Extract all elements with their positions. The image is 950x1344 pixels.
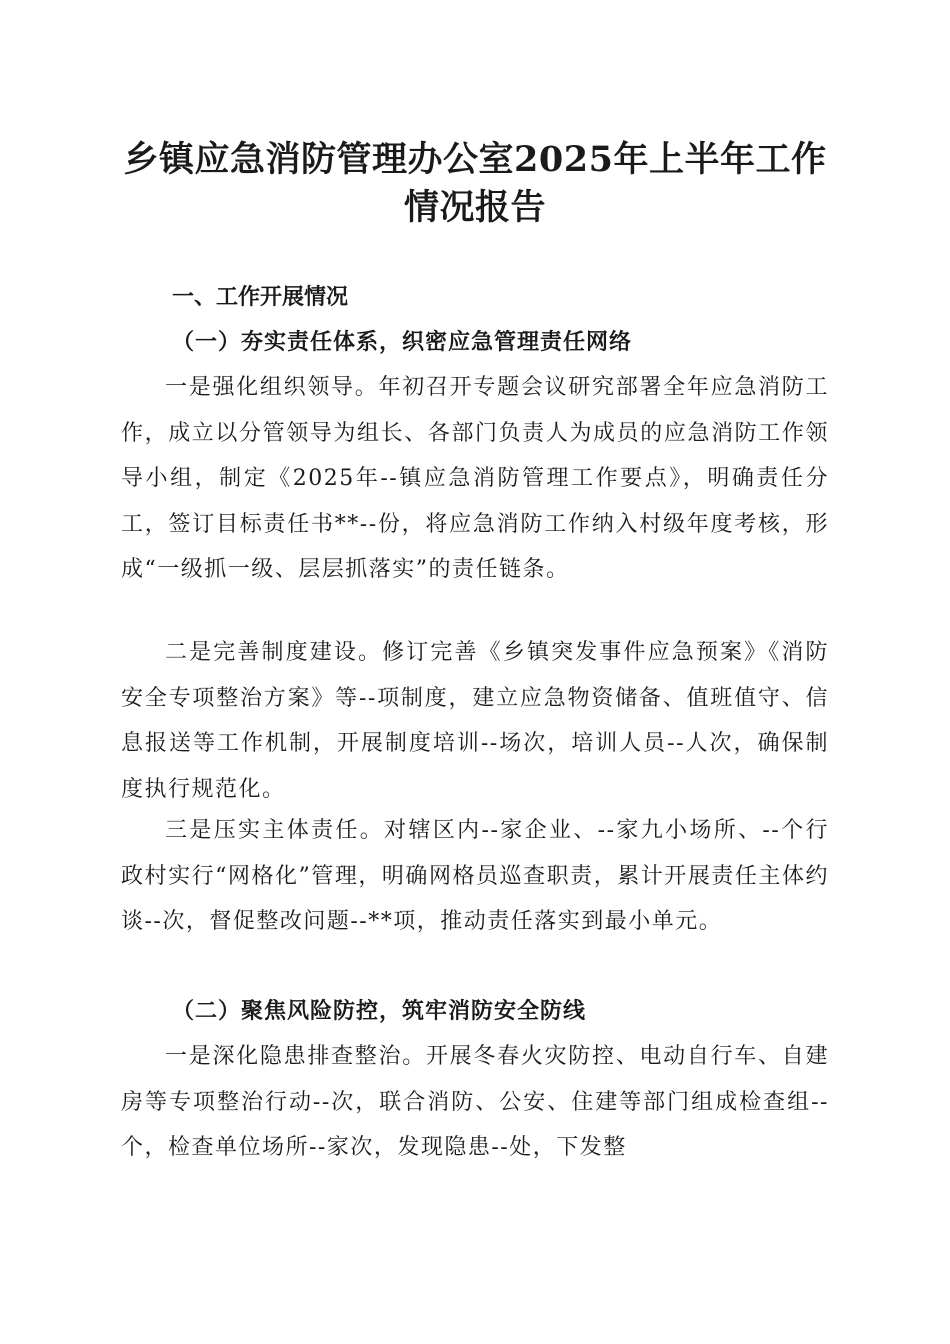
paragraph-lead: 一是深化隐患排查整治。 (165, 1044, 426, 1069)
paragraph-lead: 一是强化组织领导。 (165, 375, 379, 400)
paragraph-body: 开展冬春火灾防控、电动自行车、自建房等专项整治行动--次，联合消防、公安、住建等部门组成检查组--个，检查单位场所--家次，发现隐患--处，下发整 (121, 1044, 829, 1160)
paragraph-main-responsibility (121, 808, 829, 945)
paragraph-body: 修订完善《乡镇突发事件应急预案》《消防安全专项整治方案》等--项制度，建立应急物资储备、值班值守、信息报送等工作机制，开展制度培训--场次，培训人员--人次，确保制度执行规范化。 (121, 640, 829, 802)
paragraph-lead: 二是完善制度建设。 (165, 640, 383, 665)
paragraph-body: 年初召开专题会议研究部署全年应急消防工作，成立以分管领导为组长、各部门负责人为成员的应急消防工作领导小组，制定《2025年--镇应急消防管理工作要点》，明确责任分工，签订目标责任书**--份，将应急消防工作纳入村级年度考核，形成“一级抓一级、层层抓落实”的责任链条。 (121, 375, 829, 582)
document-title-line-1: 乡镇应急消防管理办公室2025年上半年工作 (123, 139, 827, 180)
subsection-heading-risk-control: （二）聚焦风险防控，筑牢消防安全防线 (172, 998, 587, 1024)
document-title-line-2: 情况报告 (403, 187, 546, 228)
paragraph-hazard-inspection (121, 1034, 829, 1171)
paragraph-system-building (121, 630, 829, 812)
paragraph-lead: 三是压实主体责任。 (165, 818, 385, 843)
paragraph-body: 对辖区内--家企业、--家九小场所、--个行政村实行“网格化”管理，明确网格员巡查职责，累计开展责任主体约谈--次，督促整改问题--**项，推动责任落实到最小单元。 (121, 818, 829, 934)
subsection-heading-responsibility: （一）夯实责任体系，织密应急管理责任网络 (172, 329, 633, 355)
section-heading-work-progress: 一、工作开展情况 (172, 285, 349, 310)
paragraph-organization-leadership (121, 365, 829, 593)
